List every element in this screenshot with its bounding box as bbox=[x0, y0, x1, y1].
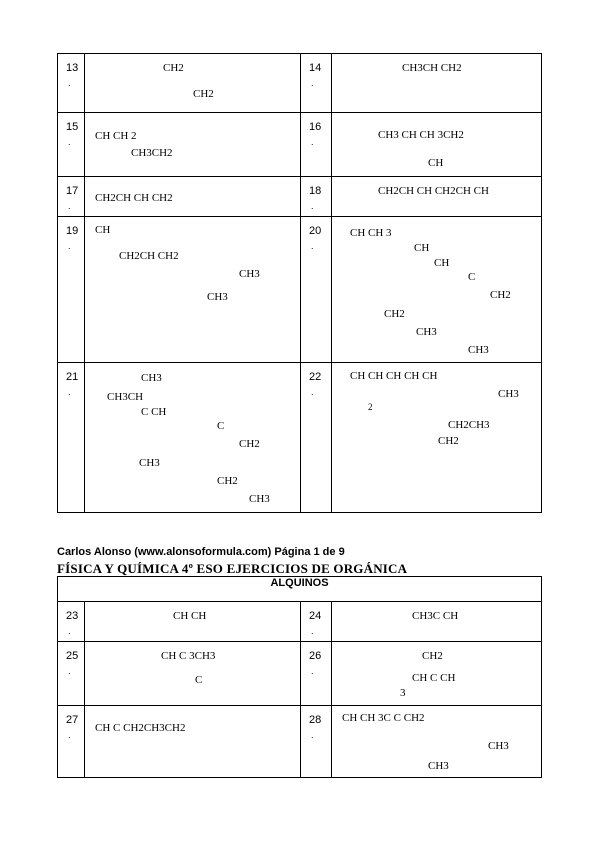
number-dot: . bbox=[68, 730, 71, 740]
formula-cell bbox=[85, 113, 301, 177]
exercise-number-cell bbox=[58, 363, 85, 513]
formula-fragment: CH3 bbox=[428, 760, 449, 772]
table-header-row bbox=[58, 577, 542, 602]
exercise-number-cell bbox=[301, 602, 332, 642]
formula-fragment: CH3 bbox=[249, 493, 270, 505]
exercise-number-cell bbox=[301, 217, 332, 363]
table-row bbox=[58, 217, 542, 363]
formula-fragment: CH CH 3 bbox=[350, 227, 392, 239]
table-row bbox=[58, 602, 542, 642]
formula-cell bbox=[332, 54, 542, 113]
exercise-number: 21 bbox=[66, 371, 79, 383]
formula-cell bbox=[85, 217, 301, 363]
formula-fragment: 3 bbox=[400, 687, 406, 699]
exercise-number: 24 bbox=[309, 610, 322, 622]
exercise-number-cell bbox=[58, 602, 85, 642]
exercise-table-1 bbox=[57, 53, 542, 513]
exercise-number: 14 bbox=[309, 62, 322, 74]
formula-cell bbox=[85, 706, 301, 778]
formula-fragment: C bbox=[195, 674, 203, 686]
exercise-number: 28 bbox=[309, 714, 322, 726]
formula-fragment: CH2CH CH CH2CH CH bbox=[378, 185, 489, 197]
formula-fragment: CH CH CH CH CH bbox=[350, 370, 438, 382]
exercise-number: 16 bbox=[309, 121, 322, 133]
exercise-number: 13 bbox=[66, 62, 79, 74]
table-row bbox=[58, 54, 542, 113]
formula-fragment: CH CH 2 bbox=[95, 130, 137, 142]
formula-fragment: C bbox=[217, 420, 225, 432]
exercise-number-cell bbox=[301, 113, 332, 177]
formula-fragment: CH3C CH bbox=[412, 610, 459, 622]
formula-cell bbox=[85, 54, 301, 113]
number-dot: . bbox=[68, 387, 71, 397]
number-dot: . bbox=[311, 201, 314, 211]
exercise-number-cell bbox=[58, 642, 85, 706]
formula-fragment: C CH bbox=[141, 406, 167, 418]
table-row bbox=[58, 363, 542, 513]
exercise-number: 25 bbox=[66, 650, 79, 662]
formula-fragment: CH3 bbox=[207, 291, 228, 303]
table-row bbox=[58, 113, 542, 177]
formula-fragment: CH3 bbox=[139, 457, 160, 469]
formula-fragment: CH C CH bbox=[412, 672, 456, 684]
formula-cell bbox=[332, 642, 542, 706]
table-header: ALQUINOS bbox=[58, 577, 542, 602]
formula-fragment: CH2 bbox=[163, 62, 184, 74]
formula-fragment: CH2 bbox=[438, 435, 459, 447]
formula-fragment: CH2CH CH2 bbox=[119, 250, 179, 262]
section-title: FÍSICA Y QUÍMICA 4º ESO EJERCICIOS DE ORGÁNICA bbox=[57, 561, 408, 576]
formula-cell bbox=[332, 113, 542, 177]
formula-fragment: CH2 bbox=[384, 308, 405, 320]
formula-fragment: CH2CH3 bbox=[448, 419, 490, 431]
exercise-number: 26 bbox=[309, 650, 322, 662]
exercise-number-cell bbox=[58, 706, 85, 778]
number-dot: . bbox=[68, 137, 71, 147]
exercise-number-cell bbox=[301, 177, 332, 217]
page-footer: Carlos Alonso (www.alonsoformula.com) Página 1 de 9 bbox=[57, 546, 345, 558]
exercise-number-cell bbox=[301, 642, 332, 706]
formula-fragment: CH CH 3C C CH2 bbox=[342, 712, 425, 724]
formula-cell bbox=[332, 177, 542, 217]
exercise-number-cell bbox=[58, 113, 85, 177]
formula-fragment: C bbox=[468, 271, 476, 283]
exercise-number: 15 bbox=[66, 121, 79, 133]
formula-fragment: CH3 bbox=[488, 740, 509, 752]
formula-fragment: CH CH bbox=[173, 610, 207, 622]
formula-fragment: CH3CH CH2 bbox=[402, 62, 462, 74]
exercise-number-cell bbox=[301, 54, 332, 113]
exercise-number: 22 bbox=[309, 371, 322, 383]
formula-cell bbox=[85, 363, 301, 513]
number-dot: . bbox=[68, 666, 71, 676]
formula-fragment: CH3CH2 bbox=[131, 147, 173, 159]
exercise-number-cell bbox=[301, 363, 332, 513]
exercise-number: 20 bbox=[309, 225, 322, 237]
number-dot: . bbox=[68, 626, 71, 636]
table-row bbox=[58, 706, 542, 778]
formula-fragment: CH2 bbox=[193, 88, 214, 100]
exercise-number: 18 bbox=[309, 185, 322, 197]
exercise-number: 23 bbox=[66, 610, 79, 622]
formula-fragment: CH C CH2CH3CH2 bbox=[95, 722, 186, 734]
formula-cell bbox=[85, 602, 301, 642]
exercise-number-cell bbox=[58, 54, 85, 113]
formula-fragment: CH3 bbox=[468, 344, 489, 356]
number-dot: . bbox=[311, 137, 314, 147]
exercise-number: 27 bbox=[66, 714, 79, 726]
formula-fragment: CH3 CH CH 3CH2 bbox=[378, 129, 464, 141]
formula-fragment: CH3 bbox=[141, 372, 162, 384]
formula-fragment: CH3 bbox=[498, 388, 519, 400]
number-dot: . bbox=[68, 241, 71, 251]
formula-cell bbox=[332, 217, 542, 363]
formula-fragment: CH bbox=[95, 224, 111, 236]
formula-cell bbox=[332, 363, 542, 513]
formula-fragment: CH2 bbox=[239, 438, 260, 450]
exercise-table-2 bbox=[57, 576, 542, 778]
formula-cell bbox=[85, 642, 301, 706]
formula-fragment: CH C 3CH3 bbox=[161, 650, 216, 662]
number-dot: . bbox=[68, 201, 71, 211]
number-dot: . bbox=[68, 78, 71, 88]
formula-fragment: CH2CH CH CH2 bbox=[95, 192, 173, 204]
number-dot: . bbox=[311, 78, 314, 88]
formula-fragment: CH bbox=[414, 242, 430, 254]
number-dot: . bbox=[311, 666, 314, 676]
formula-fragment: CH bbox=[428, 157, 444, 169]
formula-cell bbox=[85, 177, 301, 217]
number-dot: . bbox=[311, 241, 314, 251]
number-dot: . bbox=[311, 626, 314, 636]
formula-cell bbox=[332, 706, 542, 778]
exercise-number-cell bbox=[301, 706, 332, 778]
exercise-number: 19 bbox=[66, 225, 79, 237]
exercise-number-cell bbox=[58, 177, 85, 217]
exercise-number-cell bbox=[58, 217, 85, 363]
formula-fragment: CH2 bbox=[490, 289, 511, 301]
formula-fragment: CH2 bbox=[422, 650, 443, 662]
table-row bbox=[58, 642, 542, 706]
formula-cell bbox=[332, 602, 542, 642]
table-row bbox=[58, 177, 542, 217]
formula-fragment: CH3 bbox=[239, 268, 260, 280]
formula-fragment: CH2 bbox=[217, 475, 238, 487]
formula-fragment: 2 bbox=[368, 402, 373, 412]
formula-fragment: CH3CH bbox=[107, 391, 144, 403]
number-dot: . bbox=[311, 730, 314, 740]
formula-fragment: CH bbox=[434, 257, 450, 269]
exercise-number: 17 bbox=[66, 185, 79, 197]
formula-fragment: CH3 bbox=[416, 326, 437, 338]
number-dot: . bbox=[311, 387, 314, 397]
